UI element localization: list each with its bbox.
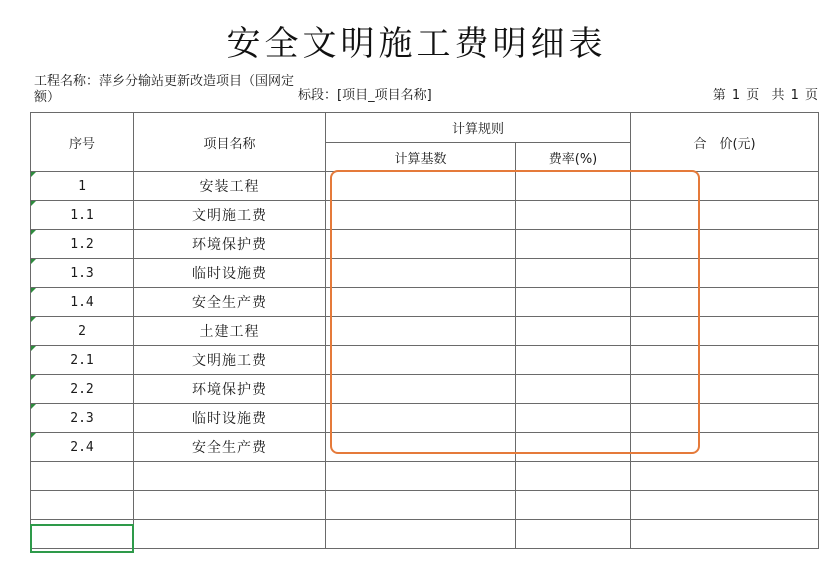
calc-base-cell[interactable] [326, 317, 516, 346]
table-row [31, 288, 819, 317]
blank-row [31, 462, 819, 491]
rate-cell[interactable] [516, 288, 631, 317]
table-row [31, 230, 819, 259]
blank-cell[interactable] [326, 520, 516, 549]
page-total: 共 1 页 [771, 88, 819, 103]
total-price-cell[interactable] [631, 433, 819, 462]
cell-marker-icon [31, 346, 36, 351]
fee-table-sheet [30, 112, 818, 557]
calc-base-cell[interactable] [326, 259, 516, 288]
seq-cell[interactable]: 2.2 [31, 375, 134, 404]
blank-cell[interactable] [134, 520, 326, 549]
rate-cell[interactable] [516, 346, 631, 375]
blank-cell[interactable] [326, 462, 516, 491]
cell-marker-icon [31, 259, 36, 264]
calc-base-cell[interactable] [326, 404, 516, 433]
blank-cell[interactable] [631, 462, 819, 491]
blank-row [31, 491, 819, 520]
item-name-cell[interactable]: 环境保护费 [134, 375, 326, 404]
fee-detail-table [30, 112, 819, 549]
seq-cell[interactable]: 2.4 [31, 433, 134, 462]
calc-base-cell[interactable] [326, 201, 516, 230]
blank-cell[interactable] [326, 491, 516, 520]
item-name-cell[interactable]: 安全生产费 [134, 433, 326, 462]
blank-row [31, 520, 819, 549]
seq-cell[interactable]: 1.2 [31, 230, 134, 259]
blank-cell[interactable] [31, 520, 134, 549]
table-row [31, 259, 819, 288]
calc-base-cell[interactable] [326, 172, 516, 201]
rate-cell[interactable] [516, 201, 631, 230]
blank-cell[interactable] [31, 462, 134, 491]
item-name-cell[interactable]: 临时设施费 [134, 404, 326, 433]
table-row [31, 375, 819, 404]
total-price-cell[interactable] [631, 288, 819, 317]
header-total-price[interactable]: 合 价(元) [631, 113, 819, 172]
item-name-cell[interactable]: 安全生产费 [134, 288, 326, 317]
total-price-cell[interactable] [631, 346, 819, 375]
table-body [31, 172, 819, 549]
item-name-cell[interactable]: 土建工程 [134, 317, 326, 346]
cell-marker-icon [31, 288, 36, 293]
rate-cell[interactable] [516, 404, 631, 433]
blank-cell[interactable] [631, 520, 819, 549]
table-row [31, 433, 819, 462]
calc-base-cell[interactable] [326, 433, 516, 462]
blank-cell[interactable] [631, 491, 819, 520]
total-price-cell[interactable] [631, 317, 819, 346]
table-row [31, 317, 819, 346]
header-calc-rule[interactable]: 计算规则 [326, 113, 631, 143]
cell-marker-icon [31, 230, 36, 235]
calc-base-cell[interactable] [326, 346, 516, 375]
table-row [31, 404, 819, 433]
seq-cell[interactable]: 2 [31, 317, 134, 346]
total-price-cell[interactable] [631, 375, 819, 404]
rate-cell[interactable] [516, 230, 631, 259]
cell-marker-icon [31, 404, 36, 409]
blank-cell[interactable] [31, 491, 134, 520]
rate-cell[interactable] [516, 172, 631, 201]
seq-cell[interactable]: 1.3 [31, 259, 134, 288]
cell-marker-icon [31, 201, 36, 206]
header-calc-base[interactable]: 计算基数 [326, 143, 516, 172]
item-name-cell[interactable]: 文明施工费 [134, 346, 326, 375]
calc-base-cell[interactable] [326, 375, 516, 404]
project-name-label: 工程名称：萍乡分输站更新改造项目（国网定额） [34, 74, 295, 105]
seq-cell[interactable]: 2.3 [31, 404, 134, 433]
calc-base-cell[interactable] [326, 230, 516, 259]
page-title: 安全文明施工费明细表 [226, 24, 607, 64]
blank-cell[interactable] [134, 491, 326, 520]
blank-cell[interactable] [134, 462, 326, 491]
total-price-cell[interactable] [631, 201, 819, 230]
item-name-cell[interactable]: 文明施工费 [134, 201, 326, 230]
seq-cell[interactable]: 1.1 [31, 201, 134, 230]
total-price-cell[interactable] [631, 259, 819, 288]
rate-cell[interactable] [516, 259, 631, 288]
section-label: 标段：[项目_项目名称] [298, 88, 432, 103]
page-current: 第 1 页 [712, 88, 761, 103]
table-row [31, 201, 819, 230]
item-name-cell[interactable]: 环境保护费 [134, 230, 326, 259]
table-row [31, 172, 819, 201]
cell-marker-icon [31, 317, 36, 322]
item-name-cell[interactable]: 临时设施费 [134, 259, 326, 288]
blank-cell[interactable] [516, 520, 631, 549]
total-price-cell[interactable] [631, 172, 819, 201]
seq-cell[interactable]: 2.1 [31, 346, 134, 375]
item-name-cell[interactable]: 安装工程 [134, 172, 326, 201]
calc-base-cell[interactable] [326, 288, 516, 317]
table-row [31, 346, 819, 375]
seq-cell[interactable]: 1 [31, 172, 134, 201]
rate-cell[interactable] [516, 317, 631, 346]
seq-cell[interactable]: 1.4 [31, 288, 134, 317]
blank-cell[interactable] [516, 491, 631, 520]
rate-cell[interactable] [516, 433, 631, 462]
cell-marker-icon [31, 172, 36, 177]
total-price-cell[interactable] [631, 404, 819, 433]
cell-marker-icon [31, 433, 36, 438]
total-price-cell[interactable] [631, 230, 819, 259]
page-indicator [707, 84, 819, 103]
rate-cell[interactable] [516, 375, 631, 404]
header-rate[interactable]: 费率(%) [516, 143, 631, 172]
cell-marker-icon [31, 375, 36, 380]
blank-cell[interactable] [516, 462, 631, 491]
header-item-name[interactable]: 项目名称 [134, 113, 326, 172]
header-seq[interactable]: 序号 [31, 113, 134, 172]
